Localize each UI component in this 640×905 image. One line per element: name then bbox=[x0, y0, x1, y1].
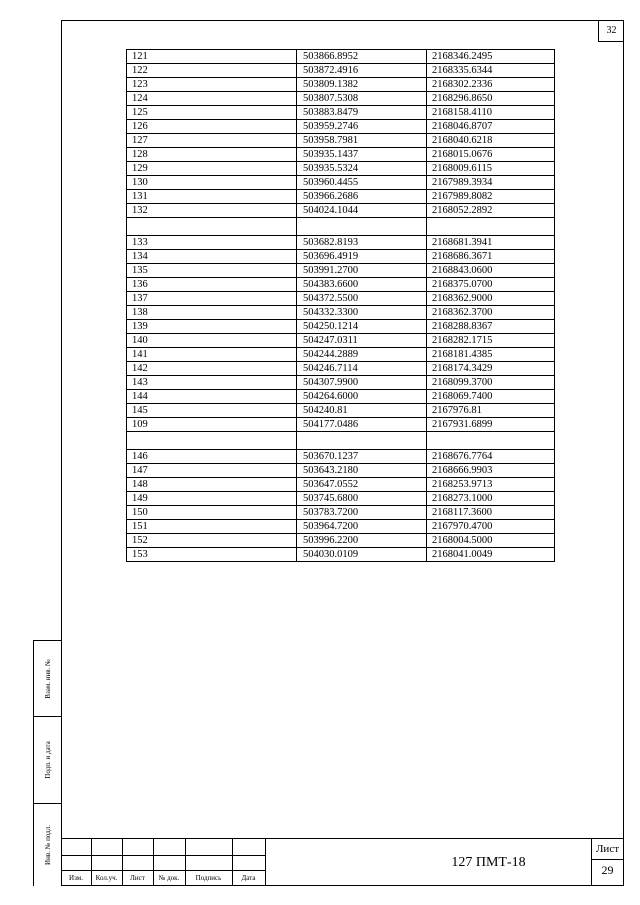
point-number-cell: 131 bbox=[127, 190, 297, 204]
x-coordinate-cell bbox=[297, 218, 427, 236]
table-row bbox=[127, 120, 555, 134]
point-number-cell: 129 bbox=[127, 162, 297, 176]
table-row bbox=[127, 250, 555, 264]
x-coordinate-cell: 503872.4916 bbox=[297, 64, 427, 78]
x-coordinate-cell: 504246.7114 bbox=[297, 362, 427, 376]
y-coordinate-cell: 2167976.81 bbox=[427, 404, 555, 418]
x-coordinate-cell: 503643.2180 bbox=[297, 464, 427, 478]
point-number-cell: 150 bbox=[127, 506, 297, 520]
x-coordinate-cell: 503809.1382 bbox=[297, 78, 427, 92]
x-coordinate-cell: 504177.0486 bbox=[297, 418, 427, 432]
y-coordinate-cell: 2168362.9000 bbox=[427, 292, 555, 306]
x-coordinate-cell: 503670.1237 bbox=[297, 450, 427, 464]
y-coordinate-cell: 2168040.6218 bbox=[427, 134, 555, 148]
point-number-cell: 147 bbox=[127, 464, 297, 478]
title-block bbox=[61, 838, 624, 886]
point-number-cell: 149 bbox=[127, 492, 297, 506]
y-coordinate-cell: 2168009.6115 bbox=[427, 162, 555, 176]
point-number-cell: 130 bbox=[127, 176, 297, 190]
table-row bbox=[127, 362, 555, 376]
table-row bbox=[127, 348, 555, 362]
table-row bbox=[127, 264, 555, 278]
y-coordinate-cell: 2168253.9713 bbox=[427, 478, 555, 492]
y-coordinate-cell: 2168282.1715 bbox=[427, 334, 555, 348]
point-number-cell: 138 bbox=[127, 306, 297, 320]
y-coordinate-cell: 2168015.0676 bbox=[427, 148, 555, 162]
y-coordinate-cell: 2168273.1000 bbox=[427, 492, 555, 506]
side-cell-ref-inv bbox=[34, 640, 61, 717]
table-row bbox=[127, 134, 555, 148]
x-coordinate-cell: 503996.2200 bbox=[297, 534, 427, 548]
point-number-cell: 109 bbox=[127, 418, 297, 432]
point-number-cell: 122 bbox=[127, 64, 297, 78]
table-row bbox=[127, 376, 555, 390]
point-number-cell bbox=[127, 432, 297, 450]
table-row bbox=[127, 176, 555, 190]
x-coordinate-cell: 504383.6600 bbox=[297, 278, 427, 292]
table-row bbox=[127, 418, 555, 432]
x-coordinate-cell: 503647.0552 bbox=[297, 478, 427, 492]
side-cell-sign-date bbox=[34, 717, 61, 804]
table-row bbox=[127, 106, 555, 120]
point-number-cell: 134 bbox=[127, 250, 297, 264]
y-coordinate-cell: 2168174.3429 bbox=[427, 362, 555, 376]
y-coordinate-cell: 2168843.0600 bbox=[427, 264, 555, 278]
y-coordinate-cell: 2168362.3700 bbox=[427, 306, 555, 320]
header-list: Лист bbox=[130, 874, 145, 882]
table-row bbox=[127, 478, 555, 492]
x-coordinate-cell: 503959.2746 bbox=[297, 120, 427, 134]
x-coordinate-cell: 503935.5324 bbox=[297, 162, 427, 176]
point-number-cell: 121 bbox=[127, 50, 297, 64]
point-number-cell: 145 bbox=[127, 404, 297, 418]
point-number-cell: 151 bbox=[127, 520, 297, 534]
table-row bbox=[127, 162, 555, 176]
y-coordinate-cell: 2168158.4110 bbox=[427, 106, 555, 120]
table-row bbox=[127, 506, 555, 520]
y-coordinate-cell: 2168004.5000 bbox=[427, 534, 555, 548]
table-row bbox=[127, 548, 555, 562]
document-code: 127 ПМТ-18 bbox=[451, 854, 526, 870]
sheet-label: Лист bbox=[595, 843, 620, 855]
y-coordinate-cell: 2168069.7400 bbox=[427, 390, 555, 404]
y-coordinate-cell: 2168302.2336 bbox=[427, 78, 555, 92]
x-coordinate-cell: 503783.7200 bbox=[297, 506, 427, 520]
point-number-cell: 140 bbox=[127, 334, 297, 348]
y-coordinate-cell: 2168346.2495 bbox=[427, 50, 555, 64]
point-number-cell: 135 bbox=[127, 264, 297, 278]
coordinates-table bbox=[126, 49, 555, 562]
x-coordinate-cell: 503966.2686 bbox=[297, 190, 427, 204]
y-coordinate-cell: 2168676.7764 bbox=[427, 450, 555, 464]
point-number-cell: 127 bbox=[127, 134, 297, 148]
point-number-cell: 124 bbox=[127, 92, 297, 106]
table-row bbox=[127, 492, 555, 506]
y-coordinate-cell: 2167989.8082 bbox=[427, 190, 555, 204]
table-row bbox=[127, 50, 555, 64]
x-coordinate-cell: 503883.8479 bbox=[297, 106, 427, 120]
point-number-cell: 141 bbox=[127, 348, 297, 362]
point-number-cell: 123 bbox=[127, 78, 297, 92]
table-separator-row bbox=[127, 218, 555, 236]
table-row bbox=[127, 292, 555, 306]
side-cell-inv-orig bbox=[34, 804, 61, 886]
header-doc-no: № док. bbox=[158, 874, 180, 882]
table-row bbox=[127, 450, 555, 464]
point-number-cell: 126 bbox=[127, 120, 297, 134]
table-row bbox=[127, 404, 555, 418]
x-coordinate-cell: 504372.5500 bbox=[297, 292, 427, 306]
header-signature: Подпись bbox=[195, 874, 222, 882]
point-number-cell: 133 bbox=[127, 236, 297, 250]
y-coordinate-cell: 2167931.6899 bbox=[427, 418, 555, 432]
y-coordinate-cell: 2168375.0700 bbox=[427, 278, 555, 292]
point-number-cell: 148 bbox=[127, 478, 297, 492]
y-coordinate-cell: 2168117.3600 bbox=[427, 506, 555, 520]
x-coordinate-cell: 504307.9900 bbox=[297, 376, 427, 390]
y-coordinate-cell: 2168041.0049 bbox=[427, 548, 555, 562]
table-row bbox=[127, 306, 555, 320]
point-number-cell: 143 bbox=[127, 376, 297, 390]
table-row bbox=[127, 390, 555, 404]
y-coordinate-cell: 2168335.6344 bbox=[427, 64, 555, 78]
header-izm: Изм. bbox=[69, 874, 83, 882]
x-coordinate-cell: 504244.2889 bbox=[297, 348, 427, 362]
sign-date-label: Подп. и дата bbox=[43, 741, 52, 779]
side-stamp bbox=[33, 640, 61, 886]
table-row bbox=[127, 236, 555, 250]
point-number-cell: 125 bbox=[127, 106, 297, 120]
x-coordinate-cell: 503935.1437 bbox=[297, 148, 427, 162]
table-row bbox=[127, 148, 555, 162]
x-coordinate-cell: 503960.4455 bbox=[297, 176, 427, 190]
y-coordinate-cell bbox=[427, 432, 555, 450]
point-number-cell: 142 bbox=[127, 362, 297, 376]
y-coordinate-cell: 2168046.8707 bbox=[427, 120, 555, 134]
header-kol-uch: Кол.уч. bbox=[95, 874, 118, 882]
y-coordinate-cell: 2168099.3700 bbox=[427, 376, 555, 390]
table-row bbox=[127, 278, 555, 292]
point-number-cell: 153 bbox=[127, 548, 297, 562]
x-coordinate-cell: 503696.4919 bbox=[297, 250, 427, 264]
x-coordinate-cell: 504240.81 bbox=[297, 404, 427, 418]
x-coordinate-cell bbox=[297, 432, 427, 450]
y-coordinate-cell: 2168666.9903 bbox=[427, 464, 555, 478]
table-row bbox=[127, 464, 555, 478]
x-coordinate-cell: 503745.6800 bbox=[297, 492, 427, 506]
x-coordinate-cell: 504332.3300 bbox=[297, 306, 427, 320]
x-coordinate-cell: 503682.8193 bbox=[297, 236, 427, 250]
x-coordinate-cell: 504030.0109 bbox=[297, 548, 427, 562]
y-coordinate-cell: 2167989.3934 bbox=[427, 176, 555, 190]
point-number-cell: 152 bbox=[127, 534, 297, 548]
table-row bbox=[127, 334, 555, 348]
x-coordinate-cell: 504250.1214 bbox=[297, 320, 427, 334]
x-coordinate-cell: 504264.6000 bbox=[297, 390, 427, 404]
table-row bbox=[127, 204, 555, 218]
table-separator-row bbox=[127, 432, 555, 450]
page-number: 32 bbox=[598, 20, 624, 42]
ref-inv-label: Взам. инв. № bbox=[43, 658, 52, 699]
y-coordinate-cell: 2168686.3671 bbox=[427, 250, 555, 264]
point-number-cell: 144 bbox=[127, 390, 297, 404]
sheet-number: 29 bbox=[601, 863, 614, 877]
y-coordinate-cell: 2168181.4385 bbox=[427, 348, 555, 362]
table-row bbox=[127, 190, 555, 204]
table-row bbox=[127, 92, 555, 106]
table-row bbox=[127, 520, 555, 534]
x-coordinate-cell: 504247.0311 bbox=[297, 334, 427, 348]
y-coordinate-cell: 2167970.4700 bbox=[427, 520, 555, 534]
y-coordinate-cell bbox=[427, 218, 555, 236]
y-coordinate-cell: 2168296.8650 bbox=[427, 92, 555, 106]
y-coordinate-cell: 2168681.3941 bbox=[427, 236, 555, 250]
point-number-cell: 136 bbox=[127, 278, 297, 292]
point-number-cell bbox=[127, 218, 297, 236]
y-coordinate-cell: 2168052.2892 bbox=[427, 204, 555, 218]
header-date: Дата bbox=[241, 874, 256, 882]
table-row bbox=[127, 320, 555, 334]
y-coordinate-cell: 2168288.8367 bbox=[427, 320, 555, 334]
point-number-cell: 128 bbox=[127, 148, 297, 162]
table-row bbox=[127, 534, 555, 548]
point-number-cell: 146 bbox=[127, 450, 297, 464]
point-number-cell: 132 bbox=[127, 204, 297, 218]
point-number-cell: 139 bbox=[127, 320, 297, 334]
table-row bbox=[127, 64, 555, 78]
x-coordinate-cell: 504024.1044 bbox=[297, 204, 427, 218]
x-coordinate-cell: 503807.5308 bbox=[297, 92, 427, 106]
x-coordinate-cell: 503866.8952 bbox=[297, 50, 427, 64]
x-coordinate-cell: 503991.2700 bbox=[297, 264, 427, 278]
x-coordinate-cell: 503958.7981 bbox=[297, 134, 427, 148]
point-number-cell: 137 bbox=[127, 292, 297, 306]
x-coordinate-cell: 503964.7200 bbox=[297, 520, 427, 534]
inv-orig-label: Инв. № подл. bbox=[43, 825, 52, 865]
table-row bbox=[127, 78, 555, 92]
